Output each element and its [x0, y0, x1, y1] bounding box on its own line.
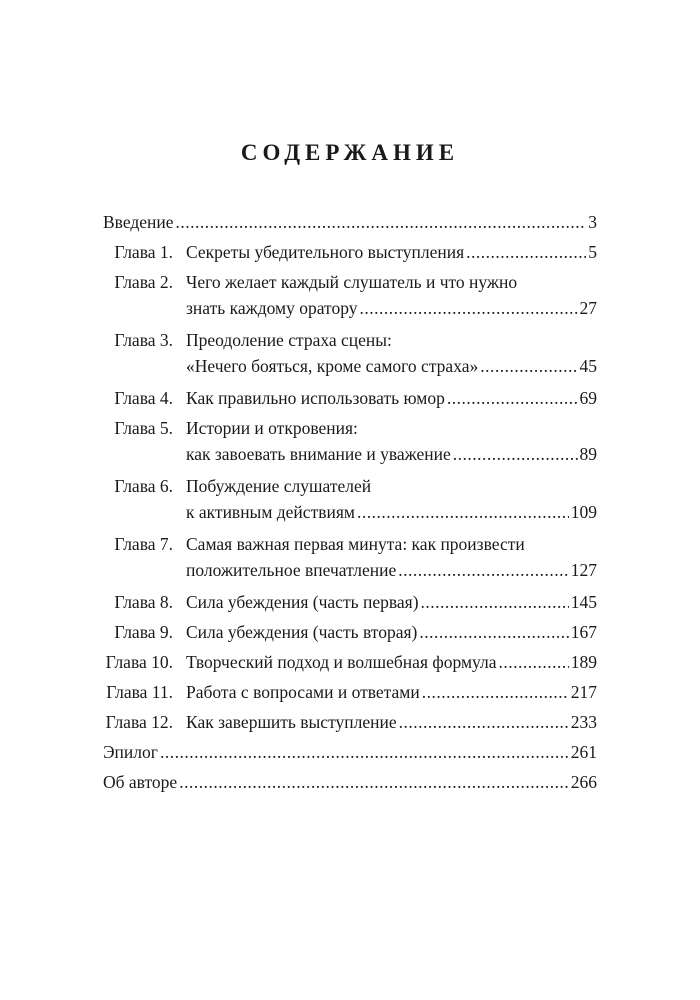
toc-entry[interactable] [103, 709, 597, 735]
toc-entry-line [186, 295, 597, 321]
page-number: 69 [579, 388, 597, 408]
chapter-title: Как правильно использовать юмор [186, 388, 445, 408]
dot-leader [453, 441, 578, 467]
toc-entry-line-wrapped [186, 269, 597, 295]
chapter-number: Глава 1. [114, 242, 173, 262]
toc-entry[interactable] [103, 239, 597, 265]
chapter-number: Глава 4. [114, 388, 173, 408]
page-number: 266 [570, 772, 597, 792]
page-number: 89 [579, 444, 597, 464]
chapter-title: Истории и откровения: [186, 418, 358, 438]
toc-entry-line [186, 385, 597, 411]
dot-leader [447, 385, 578, 411]
toc-entry-line [186, 353, 597, 379]
toc-entry-line [103, 209, 597, 235]
chapter-title: Об авторе [103, 772, 178, 792]
chapter-number: Глава 10. [105, 652, 173, 672]
toc-entry[interactable] [103, 739, 597, 765]
chapter-title: Творческий подход и волшебная формула [186, 652, 497, 672]
page-number: 109 [570, 502, 597, 522]
chapter-title: Эпилог [103, 742, 158, 762]
toc-entry-line [186, 679, 597, 705]
chapter-number: Глава 11. [106, 682, 173, 702]
page-number: 233 [570, 712, 597, 732]
chapter-title: Чего желает каждый слушатель и что нужно [186, 272, 518, 292]
page-number: 27 [579, 298, 597, 318]
toc-entry-line [186, 649, 597, 675]
toc-entry-line [186, 499, 597, 525]
toc-entry[interactable] [103, 589, 597, 615]
dot-leader [419, 619, 568, 645]
toc-entry[interactable] [103, 209, 597, 235]
chapter-title: Работа с вопросами и ответами [186, 682, 420, 702]
chapter-title: Введение [103, 212, 174, 232]
toc-entry-line [186, 557, 597, 583]
toc-entry-line [186, 589, 597, 615]
dot-leader [398, 557, 568, 583]
dot-leader [422, 679, 569, 705]
page-number: 5 [588, 242, 597, 262]
page-number: 217 [570, 682, 597, 702]
page-number: 127 [570, 560, 597, 580]
chapter-title: знать каждому оратору [186, 298, 358, 318]
toc-entry[interactable] [103, 385, 597, 411]
page-number: 3 [588, 212, 597, 232]
dot-leader [160, 739, 569, 765]
page-number: 261 [570, 742, 597, 762]
toc-entry-line [186, 441, 597, 467]
chapter-title: «Нечего бояться, кроме самого страха» [186, 356, 479, 376]
toc-entry-line-wrapped [186, 327, 597, 353]
chapter-number: Глава 3. [114, 330, 173, 350]
page-number: 145 [570, 592, 597, 612]
chapter-title: как завоевать внимание и уважение [186, 444, 451, 464]
toc-entry[interactable] [103, 531, 597, 583]
toc-entry[interactable] [103, 679, 597, 705]
chapter-title: Сила убеждения (часть первая) [186, 592, 419, 612]
toc-entry-line [186, 239, 597, 265]
page-number: 45 [579, 356, 597, 376]
dot-leader [176, 209, 587, 235]
chapter-number: Глава 2. [114, 272, 173, 292]
toc-entry-line [186, 709, 597, 735]
page-number: 189 [570, 652, 597, 672]
chapter-number: Глава 6. [114, 476, 173, 496]
dot-leader [359, 295, 577, 321]
chapter-title: Как завершить выступление [186, 712, 397, 732]
dot-leader [179, 769, 569, 795]
toc-entry[interactable] [103, 269, 597, 321]
dot-leader [480, 353, 577, 379]
dot-leader [421, 589, 569, 615]
toc-entry[interactable] [103, 649, 597, 675]
chapter-number: Глава 5. [114, 418, 173, 438]
chapter-number: Глава 12. [105, 712, 173, 732]
chapter-title: положительное впечатление [186, 560, 397, 580]
toc-entry[interactable] [103, 415, 597, 467]
dot-leader [499, 649, 569, 675]
chapter-title: Секреты убедительного выступления [186, 242, 465, 262]
chapter-title: Побуждение слушателей [186, 476, 372, 496]
toc-title: СОДЕРЖАНИЕ [240, 140, 460, 165]
chapter-number: Глава 7. [114, 534, 173, 554]
toc-entry[interactable] [103, 327, 597, 379]
chapter-title: Самая важная первая минута: как произвести [186, 534, 525, 554]
toc-entry-line-wrapped [186, 473, 597, 499]
chapter-number: Глава 9. [114, 622, 173, 642]
dot-leader [399, 709, 569, 735]
dot-leader [466, 239, 586, 265]
toc-entry-line-wrapped [186, 531, 597, 557]
chapter-title: к активным действиям [186, 502, 355, 522]
toc-entry-line-wrapped [186, 415, 597, 441]
chapter-title: Сила убеждения (часть вторая) [186, 622, 418, 642]
toc-entry-line [103, 739, 597, 765]
chapter-title: Преодоление страха сцены: [186, 330, 392, 350]
toc-entry[interactable] [103, 473, 597, 525]
toc-entry-line [103, 769, 597, 795]
dot-leader [357, 499, 569, 525]
page-number: 167 [570, 622, 597, 642]
toc-entry[interactable] [103, 619, 597, 645]
chapter-number: Глава 8. [114, 592, 173, 612]
toc-entry-line [186, 619, 597, 645]
toc-entry[interactable] [103, 769, 597, 795]
